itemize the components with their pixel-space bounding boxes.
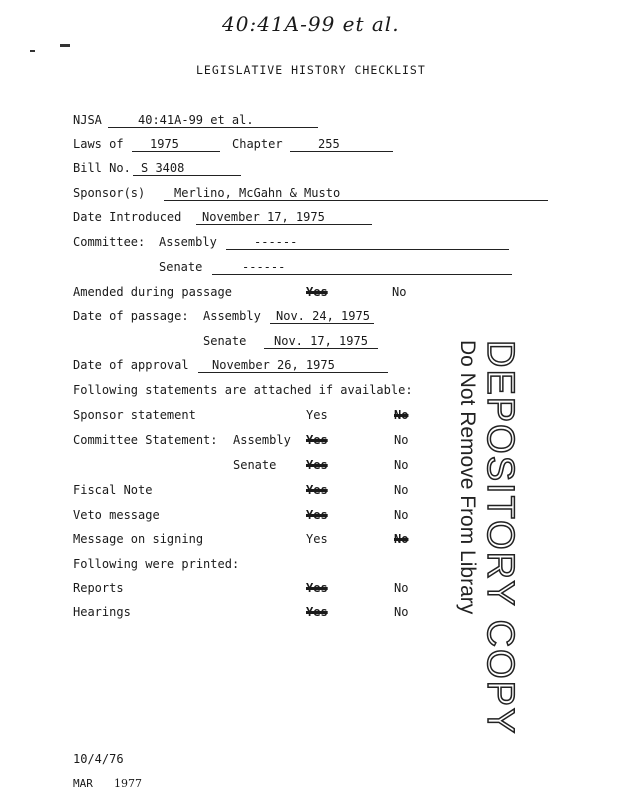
laws-year: 1975 — [132, 137, 220, 152]
scan-speck — [60, 44, 70, 47]
passage-senate-label: Senate — [203, 334, 247, 348]
passage-label: Date of passage: — [73, 309, 189, 323]
chapter-value: 255 — [290, 137, 393, 152]
laws-label: Laws of — [73, 137, 124, 151]
fiscal-note-yes-struck: Yes — [306, 483, 328, 497]
committee-senate-label: Senate — [159, 260, 203, 274]
stamp-depository-copy: DEPOSITORY COPY — [479, 340, 521, 736]
amended-yes-struck: Yes — [306, 285, 328, 299]
date-introduced-label: Date Introduced — [73, 210, 182, 224]
sponsor-names: Merlino, McGahn & Musto — [164, 186, 548, 201]
bill-number: S 3408 — [133, 161, 241, 176]
committee-senate-yes-struck: Yes — [306, 458, 328, 472]
sponsor-statement-yes: Yes — [306, 408, 328, 422]
approval-label: Date of approval — [73, 358, 189, 372]
hearings-yes-struck: Yes — [306, 605, 328, 619]
njsa-label: NJSA — [73, 113, 102, 127]
sponsor-statement-label: Sponsor statement — [73, 408, 196, 422]
statements-heading: Following statements are attached if available: — [73, 383, 413, 397]
committee-assembly-label: Assembly — [159, 235, 217, 249]
message-on-signing-yes: Yes — [306, 532, 328, 546]
fiscal-note-no: No — [394, 483, 409, 497]
message-on-signing-label: Message on signing — [73, 532, 204, 546]
footer-date: 10/4/76 — [73, 752, 124, 766]
message-on-signing-no-struck: No — [394, 532, 409, 546]
fiscal-note-label: Fiscal Note — [73, 483, 153, 497]
approval-date: November 26, 1975 — [198, 358, 388, 373]
hearings-label: Hearings — [73, 605, 131, 619]
committee-assembly-value: ------ — [226, 235, 509, 250]
passage-assembly-date: Nov. 24, 1975 — [270, 309, 374, 324]
passage-assembly-label: Assembly — [203, 309, 261, 323]
njsa-value: 40:41A-99 et al. — [108, 113, 318, 128]
committee-senate-no: No — [394, 458, 409, 472]
amended-label: Amended during passage — [73, 285, 232, 299]
printed-heading: Following were printed: — [73, 557, 240, 571]
bill-label: Bill No. — [73, 161, 131, 175]
hearings-no: No — [394, 605, 409, 619]
scan-speck — [30, 50, 35, 52]
reports-no: No — [394, 581, 409, 595]
committee-assembly-yes-struck: Yes — [306, 433, 328, 447]
amended-no: No — [392, 285, 407, 299]
reports-yes-struck: Yes — [306, 581, 328, 595]
committee-statement-senate-label: Senate — [233, 458, 277, 472]
committee-senate-value: ------ — [212, 260, 512, 275]
veto-message-label: Veto message — [73, 508, 160, 522]
committee-statement-assembly-label: Assembly — [233, 433, 291, 447]
veto-message-no: No — [394, 508, 409, 522]
stamp-do-not-remove: Do Not Remove From Library — [456, 340, 479, 615]
handwritten-statute-number: 40:41A-99 et al. — [222, 12, 400, 36]
sponsor-statement-no-struck: No — [394, 408, 409, 422]
committee-label: Committee: — [73, 235, 146, 249]
committee-assembly-no: No — [394, 433, 409, 447]
footer-month: MAR — [73, 777, 93, 790]
committee-statement-label: Committee Statement: — [73, 433, 218, 447]
veto-message-yes-struck: Yes — [306, 508, 328, 522]
page-title: LEGISLATIVE HISTORY CHECKLIST — [196, 63, 426, 77]
footer-year: 1977 — [114, 777, 142, 790]
chapter-label: Chapter — [232, 137, 283, 151]
depository-copy-stamp — [454, 340, 520, 735]
date-introduced-value: November 17, 1975 — [196, 210, 372, 225]
sponsor-label: Sponsor(s) — [73, 186, 146, 200]
reports-label: Reports — [73, 581, 124, 595]
passage-senate-date: Nov. 17, 1975 — [264, 334, 378, 349]
